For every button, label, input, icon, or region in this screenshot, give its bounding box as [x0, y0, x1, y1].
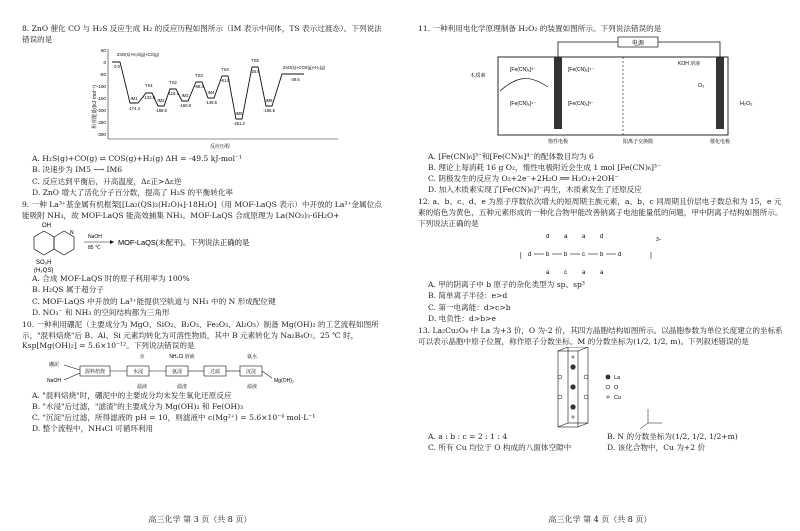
q13-option-b: B. N 的分数坐标为(1/2, 1/2, 1/2+m): [607, 432, 738, 442]
legend-o: O: [614, 385, 619, 392]
label-ts3-val: -88.3: [194, 84, 204, 90]
page-footer-left: 高三化学 第 3 页（共 8 页）: [148, 515, 252, 524]
label-im3-val: -160.8: [179, 103, 191, 109]
svg-text:[: [: [520, 253, 522, 260]
oh-label: OH: [42, 223, 51, 230]
ion-3: [Fe(CN)₆]⁴⁻: [568, 66, 594, 73]
q13-options-row-2: [418, 442, 786, 453]
svg-text:a: a: [582, 234, 586, 241]
svg-text:c: c: [582, 252, 585, 259]
label-im2: IM2: [157, 98, 165, 104]
q13-option-a: A. a : b : c = 2 : 1 : 4: [428, 432, 508, 442]
q10-option-b: B. "水浸"后过滤，"滤渣"的主要成分为 Mg(OH)₂ 和 Fe(OH)₃: [32, 401, 244, 411]
label-im6-val: -196.5: [263, 108, 275, 114]
electrode-left-label: 惰性电极: [547, 138, 569, 145]
q13-option-c: C. 所有 Cu 均位于 O 构成的八面体空隙中: [428, 443, 572, 453]
svg-text:d: d: [546, 234, 550, 241]
koh-label: KOH 溶液: [678, 60, 701, 67]
q8-option-a: A. H₂S(g)+CO(g) ⇌ COS(g)+H₂(g) ΔH = -49.5 kJ·mol⁻¹: [32, 154, 243, 164]
chart-ylabel: 相对能量/(kJ·mol⁻¹): [92, 85, 98, 130]
ytick-n100: -100: [96, 84, 106, 90]
lignin-label: 木质素: [470, 72, 486, 79]
label-start-val: 0.0: [114, 64, 120, 70]
label-ts5-val: -25.6: [250, 69, 260, 75]
svg-text:d: d: [600, 234, 604, 241]
anion-structure: [518, 229, 786, 279]
page-footer-right: 高三化学 第 4 页（共 8 页）: [548, 515, 652, 524]
label-im1: IM1: [130, 96, 138, 102]
svg-text:a: a: [600, 270, 604, 277]
crystal-cell: [538, 347, 786, 431]
so3h-label: SO₃H: [36, 260, 52, 267]
ytick-n150: -150: [96, 96, 106, 102]
flow-top-2: NH₄Cl 溶液: [169, 353, 195, 360]
ion-1: [Fe(CN)₆]³⁻: [510, 66, 536, 73]
label-im2-val: -188.6: [155, 108, 167, 114]
question-11-stem: 11. 一种利用电化学原理制备 H₂O₂ 的装置如图所示。下列说法错误的是: [418, 24, 662, 33]
svg-text:a: a: [546, 270, 550, 277]
ytick-n250: -250: [96, 120, 106, 126]
energy-profile-chart: [90, 47, 384, 151]
flow-input-1: 硼泥: [48, 361, 60, 368]
svg-text:c: c: [564, 270, 567, 277]
right-page: [400, 0, 800, 531]
flow-bottom-1: 滤液: [136, 383, 148, 390]
question-10-stem: 10. 一种利用硼泥（主要成分为 MgO、SiO₂、B₂O₃、Fe₂O₃、Al₂O₃）制备 Mg(OH)₂ 的工艺流程如图所示，"混料焙烧"后 B、Al、Si 元素均转化为可溶性物质，其中 B 元素转化为 Na₂B₄O₇。25 ℃ 时，Ksp[Mg(OH)₂] = 5.6×10⁻¹²。下列说法错误的是: [22, 320, 379, 351]
temp-label: 85 ℃: [88, 245, 101, 252]
o2-label: O₂: [698, 82, 705, 89]
flow-step-1: 混料焙烧: [84, 368, 106, 375]
q10-option-c: C. "沉淀"后过滤，所得滤液的 pH = 10，则滤液中 c(Mg²⁺) = 5.6×10⁻⁴ mol·L⁻¹: [32, 413, 316, 423]
q12-option-b: B. 简单离子半径：e>d: [428, 291, 508, 301]
svg-text:b: b: [564, 252, 568, 259]
label-im3: IM3: [181, 93, 189, 99]
q11-option-d: D. 加入木质素实现了[Fe(CN)₆]³⁻再生，木质素发生了还原反应: [428, 185, 642, 195]
ion-2: [Fe(CN)₆]⁴⁻: [510, 100, 536, 107]
legend-cu: Cu: [614, 395, 622, 402]
q9-option-b: B. H₂QS 属于超分子: [32, 285, 104, 295]
h2qs-scheme: [22, 221, 384, 273]
h2o2-label: H₂O₂: [740, 100, 753, 107]
reagent-label: NaOH: [88, 234, 102, 241]
flow-step-2: 水浸: [132, 368, 144, 375]
q12-option-a: A. 甲的阴离子中 b 原子的杂化类型为 sp、sp³: [428, 280, 585, 290]
process-flow: [22, 352, 384, 390]
flow-top-1: 水: [139, 353, 145, 360]
label-im4-val: -149.6: [205, 100, 217, 106]
ytick-n50: -50: [99, 72, 106, 78]
flow-step-3: 氨浸: [171, 368, 183, 375]
svg-text:a: a: [564, 234, 568, 241]
flow-product: Mg(OH)₂: [274, 377, 294, 384]
label-ts1-val: -133.8: [143, 95, 155, 101]
label-start: ZnO(s)+H₂S(g)+CO(g): [117, 52, 159, 58]
q11-option-a: A. [Fe(CN)₆]³⁻和[Fe(CN)₆]⁴⁻的配体数目均为 6: [428, 151, 594, 161]
chart-xlabel: 反应历程: [209, 144, 231, 151]
svg-text:b: b: [600, 252, 604, 259]
label-ts1: TS1: [145, 83, 153, 89]
q8-option-d: D. ZnO 增大了活化分子百分数，提高了 H₂S 的平衡转化率: [32, 187, 234, 197]
q11-option-c: C. 阴极发生的反应为 O₂+2e⁻+2H₂O ══ H₂O₂+2OH⁻: [428, 174, 619, 183]
flow-bottom-2: 滤渣: [176, 383, 188, 390]
flow-step-4: 过滤: [209, 368, 221, 375]
svg-text:d: d: [528, 252, 532, 259]
flow-step-5: 沉淀: [245, 368, 257, 375]
svg-text:d: d: [618, 252, 622, 259]
svg-text:b: b: [546, 252, 550, 259]
electrolysis-device: [468, 35, 786, 151]
membrane-label: 阳离子交换膜: [622, 138, 654, 145]
q8-option-c: C. 反应达到平衡后，升高温度，Δε正>Δε逆: [32, 176, 182, 186]
label-im1-val: -174.4: [128, 106, 140, 112]
flow-input-2: NaOH: [47, 377, 61, 384]
q8-option-b: B. 决速步为 IM5 ⟶ IM6: [32, 165, 123, 175]
ytick-50: 50: [100, 48, 106, 54]
label-im6: IM6: [265, 98, 273, 104]
q13-options-row-1: [418, 431, 786, 442]
electrode-right-label: 催化电极: [709, 138, 731, 145]
flow-top-3: 氨水: [246, 353, 258, 360]
svg-text:]: ]: [650, 253, 652, 260]
power-label: 电源: [631, 40, 645, 47]
flow-bottom-3: 滤液: [246, 383, 258, 390]
q13-option-d: D. 该化合物中，Cu 为+2 价: [607, 443, 706, 453]
label-end-val: -49.5: [290, 77, 300, 83]
label-ts2-val: -116.1: [167, 91, 179, 97]
svg-text:3−: 3−: [656, 237, 662, 244]
q9-option-c: C. MOF-LaQS 中开放的 La³⁺能提供空轨道与 NH₃ 中的 N 形成配位键: [32, 296, 276, 306]
svg-text:N: N: [70, 230, 74, 237]
ytick-0: 0: [103, 60, 106, 66]
label-ts2: TS2: [169, 80, 177, 86]
label-ts3: TS3: [195, 73, 203, 79]
label-end: ZnO(s)+COS(g)+H₂(g): [283, 65, 325, 71]
label-ts4-val: -61.6: [220, 78, 230, 84]
q9-option-a: A. 合成 MOF-LaQS 时的原子利用率为 100%: [32, 274, 190, 284]
ytick-n200: -200: [96, 108, 106, 114]
product-label: MOF-LaQS(未配平)。下列说法正确的是: [118, 238, 250, 248]
label-ts4: TS4: [221, 67, 229, 73]
svg-text:a: a: [582, 270, 586, 277]
ion-4: [Fe(CN)₆]³⁻: [568, 100, 594, 107]
ytick-n300: -300: [96, 132, 106, 138]
label-ts5: TS5: [251, 58, 259, 64]
q10-option-a: A. "混料焙烧"时，硼泥中的主要成分均未发生氧化还原反应: [32, 390, 232, 400]
legend-la: La: [614, 375, 621, 382]
label-im5-val: -251.2: [233, 121, 245, 127]
q11-option-b: B. 理论上每消耗 16 g O₂，惰性电极附近会生成 1 mol [Fe(CN)₆]³⁻: [428, 162, 661, 172]
q12-option-c: C. 第一电离能：d>c>b: [428, 302, 511, 312]
label-im4: IM4: [207, 90, 215, 96]
q9-option-d: D. NO₃⁻ 和 NH₃ 的空间结构都为三角形: [32, 307, 170, 317]
q10-option-d: D. 整个流程中，NH₄Cl 可循环利用: [32, 424, 154, 434]
question-13-stem: 13. La₂Cu₂O₄ 中 La 为+3 价，O 为-2 价，其四方晶胞结构如图所示。以晶胞参数为单位长度建立的坐标系可以表示晶胞中原子位置，称作原子分数坐标。M 的分数坐标为(1/2, 1/2, m)。下列叙述错误的是: [418, 326, 783, 346]
label-im5: IM5: [235, 111, 243, 117]
question-12-stem: 12. a、b、c、d、e 为原子序数依次增大的短周期主族元素，a、b、c 同周期且价层电子数总和为 15，e 元素的焰色为黄色，五种元素形成的一种化合物甲能改善钠离子电池能量低的问题，甲中阴离子结构如图所示。下列说法正确的是: [418, 197, 783, 228]
h2qs-label: (H₂QS): [34, 268, 54, 274]
question-9-stem: 9. 一种 La³⁺基金属有机框架[[La₂(QS)₂(H₂O)₄]·18H₂O]（用 MOF-LaQS 表示）中开放的 La³⁺金属位点能吸附 NH₃，故 MOF-LaQS 能高效捕集 NH₃。MOF-LaQS 合成原理为 La(NO₃)₃·6H₂O+: [22, 200, 382, 220]
q12-option-d: D. 电负性：d>b>e: [428, 313, 496, 323]
question-8-stem: 8. ZnO 催化 CO 与 H₂S 反应生成 H₂ 的反应历程如图所示（IM 表示中间体，TS 表示过渡态）。下列说法错误的是: [22, 24, 382, 44]
